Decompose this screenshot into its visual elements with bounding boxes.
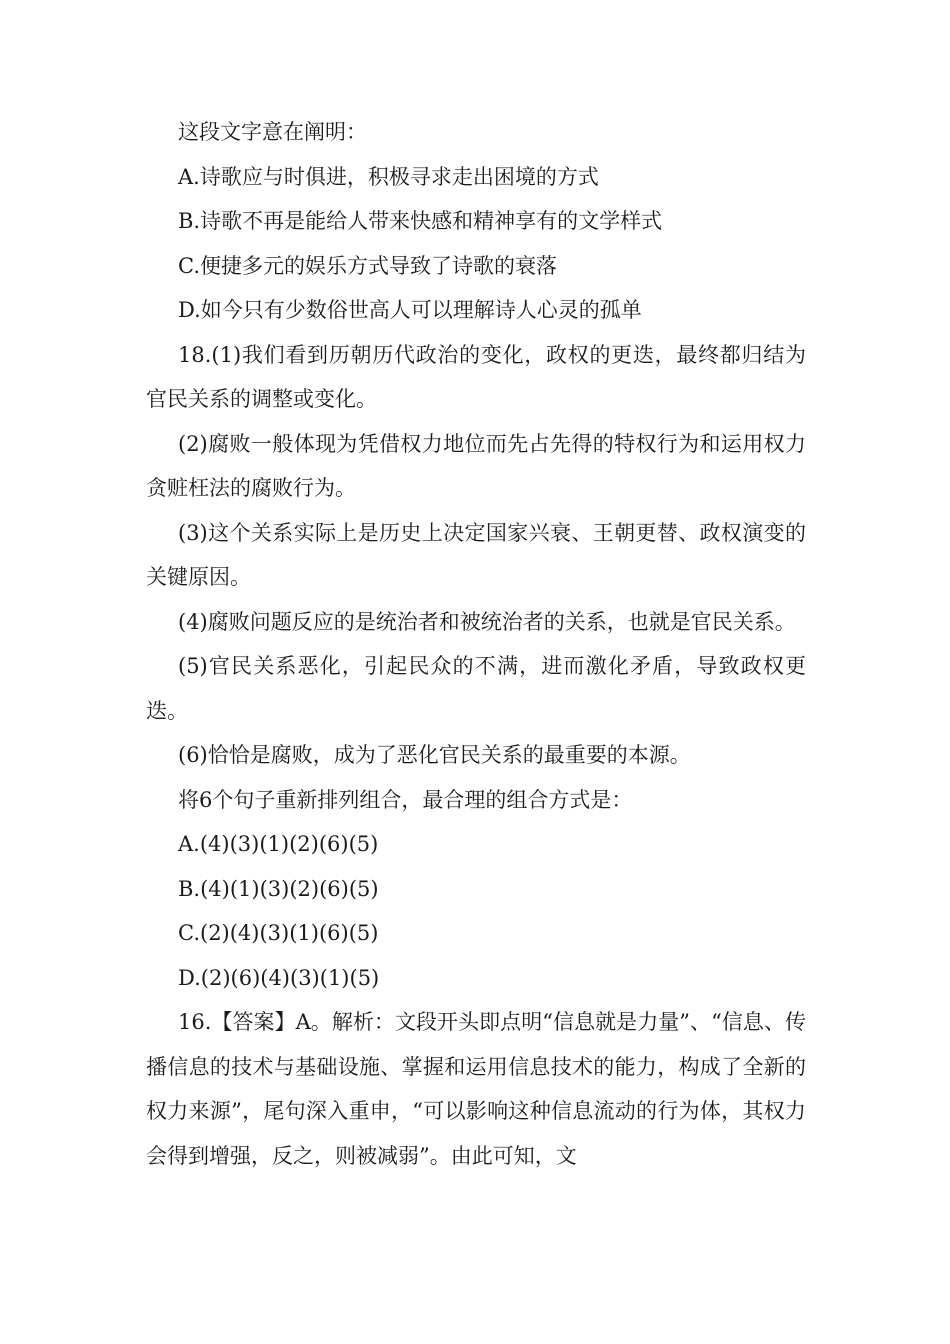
- question-18-sentence-1: 18.(1)我们看到历朝历代政治的变化，政权的更迭，最终都归结为官民关系的调整或变化。: [146, 342, 806, 411]
- sentence-6: (6)恰恰是腐败，成为了恶化官民关系的最重要的本源。: [178, 743, 691, 767]
- option-c: C.便捷多元的娱乐方式导致了诗歌的衰落: [178, 253, 557, 278]
- option-b: B.诗歌不再是能给人带来快感和精神享有的文学样式: [178, 209, 663, 233]
- document-page: [146, 110, 806, 1178]
- question-18-prompt: 将6个句子重新排列组合，最合理的组合方式是：: [178, 787, 633, 812]
- sentence-3: (3)这个关系实际上是历史上决定国家兴衰、王朝更替、政权演变的关键原因。: [146, 520, 806, 589]
- q18-option-c: C.(2)(4)(3)(1)(6)(5): [178, 921, 379, 945]
- sentence-4: (4)腐败问题反应的是统治者和被统治者的关系，也就是官民关系。: [178, 609, 796, 634]
- option-a: A.诗歌应与时俱进，积极寻求走出困境的方式: [178, 164, 599, 189]
- answer-16-explanation: 16.【答案】A。解析：文段开头即点明“信息就是力量”、“信息、传播信息的技术与基础设施、掌握和运用信息技术的能力，构成了全新的权力来源”，尾句深入重申，“可以影响这种信息流动的行为体，其权力会得到增强，反之，则被减弱”。由此可知，文: [146, 1010, 806, 1168]
- sentence-2: (2)腐败一般体现为凭借权力地位而先占先得的特权行为和运用权力贪赃枉法的腐败行为。: [146, 431, 806, 500]
- q18-option-d: D.(2)(6)(4)(3)(1)(5): [178, 965, 380, 990]
- q18-option-b: B.(4)(1)(3)(2)(6)(5): [178, 876, 379, 901]
- q18-option-a: A.(4)(3)(1)(2)(6)(5): [178, 832, 379, 856]
- option-d: D.如今只有少数俗世高人可以理解诗人心灵的孤单: [178, 298, 642, 322]
- sentence-5: (5)官民关系恶化，引起民众的不满，进而激化矛盾，导致政权更迭。: [146, 654, 806, 723]
- question-prompt: 这段文字意在阐明：: [178, 120, 367, 144]
